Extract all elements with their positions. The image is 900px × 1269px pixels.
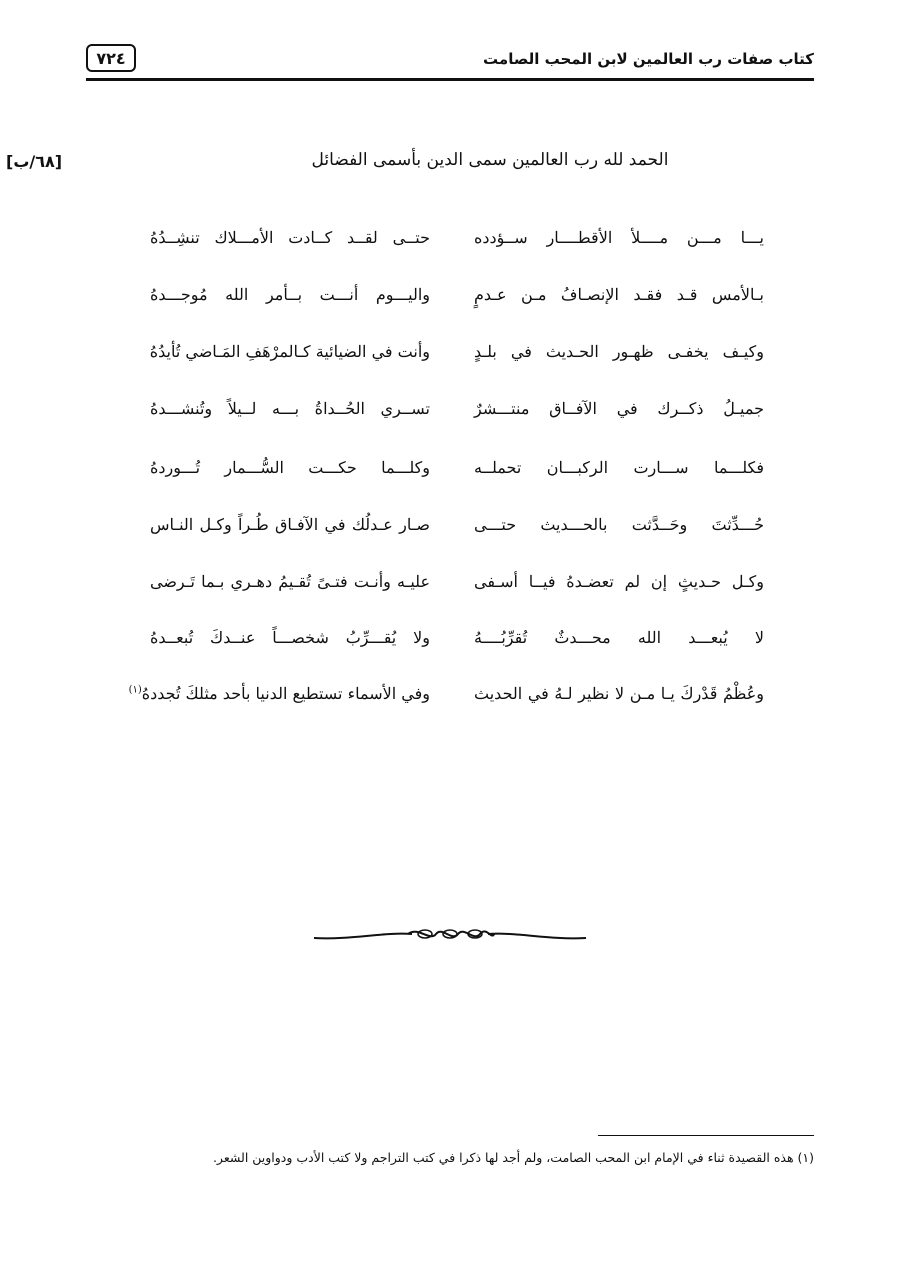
verse-first-hemistich: فكلـــما ســـارت الركبـــان تحملــه [474, 458, 764, 477]
verse-first-hemistich: حُـــدِّثتَ وحَــدَّثت بالحـــديث حتـــى [474, 515, 764, 534]
verse-second-hemistich: حتــى لقــد كــادت الأمـــلاك تنشِــدُهُ [150, 228, 430, 247]
verse-second-hemistich: تســري الحُــداةُ بـــه لــيلاً وتُنشـــدهُ [150, 399, 430, 418]
verse-second-hemistich: ولا يُقـــرِّبُ شخصـــاً عنــدكَ تُبعــدهُ [150, 628, 430, 647]
verse-second-hemistich: واليـــوم أنـــت بــأمر الله مُوجـــدهُ [150, 285, 430, 304]
verse-second-hemistich: وكلـــما حكـــت السُّـــمار تُـــوردهُ [150, 458, 430, 477]
verse [0, 572, 900, 612]
verse [0, 399, 900, 439]
running-title: كتاب صفات رب العالمين لابن المحب الصامت [483, 50, 814, 68]
verse-first-hemistich: بـالأمس قـد فقـد الإنصـافُ مـن عـدمٍ [474, 285, 764, 304]
footnote: (١) هذه القصيدة ثناء في الإمام ابن المحب الصامت، ولم أجد لها ذكرا في كتب التراجم ولا كتب الأدب ودواوين الشعر. [212, 1150, 814, 1165]
flourish-ornament [312, 922, 588, 952]
verse [0, 285, 900, 325]
verse-second-hemistich: عليـه وأنـت فتـىً تُقـيمُ دهـري بـما تَـرضى [150, 572, 430, 591]
folio-marker: [٦٨/ب] [6, 152, 63, 171]
verse-first-hemistich: جميـلُ ذكــرك في الآفــاق منتـــشرٌ [474, 399, 764, 418]
footnote-rule [598, 1135, 814, 1136]
page-number: ٧٢٤ [86, 44, 136, 72]
verse [0, 228, 900, 268]
verse [0, 684, 900, 724]
verse [0, 628, 900, 668]
verse-first-hemistich: وكيـف يخفـى ظهـور الحـديث في بلـدٍ [474, 342, 764, 361]
header-rule [86, 78, 814, 81]
verse-first-hemistich: لا يُبعـــد الله محـــدثٌ تُقرِّبُــــهُ [474, 628, 764, 647]
poem-title: الحمد لله رب العالمين سمى الدين بأسمى الفضائل [311, 150, 669, 170]
verse-second-hemistich [129, 684, 430, 703]
verse-first-hemistich: وعُظْمُ قَدْركَ يـا مـن لا نظير لـهُ في الحديث [474, 684, 764, 703]
verse [0, 515, 900, 555]
verse-first-hemistich: وكـل حـديثٍ إن لم تعضـدهُ فيــا أسـفى [474, 572, 764, 591]
verse [0, 458, 900, 498]
verse-first-hemistich: يـــا مـــن مــــلأ الأقطــــار ســؤدده [474, 228, 764, 247]
verse [0, 342, 900, 382]
verse-second-hemistich: وأنت في الضيائية كـالمرْهَفِ المَـاضي تُأيدُهُ [149, 342, 430, 361]
footnote-reference[interactable]: (١) [128, 684, 142, 696]
verse-second-hemistich-text: وفي الأسماء تستطيع الدنيا بأحد مثلكَ تُجددهُ [141, 684, 430, 703]
verse-second-hemistich: صـار عـدلُك في الآفـاق طُـراً وكـل النـاس [150, 515, 430, 534]
